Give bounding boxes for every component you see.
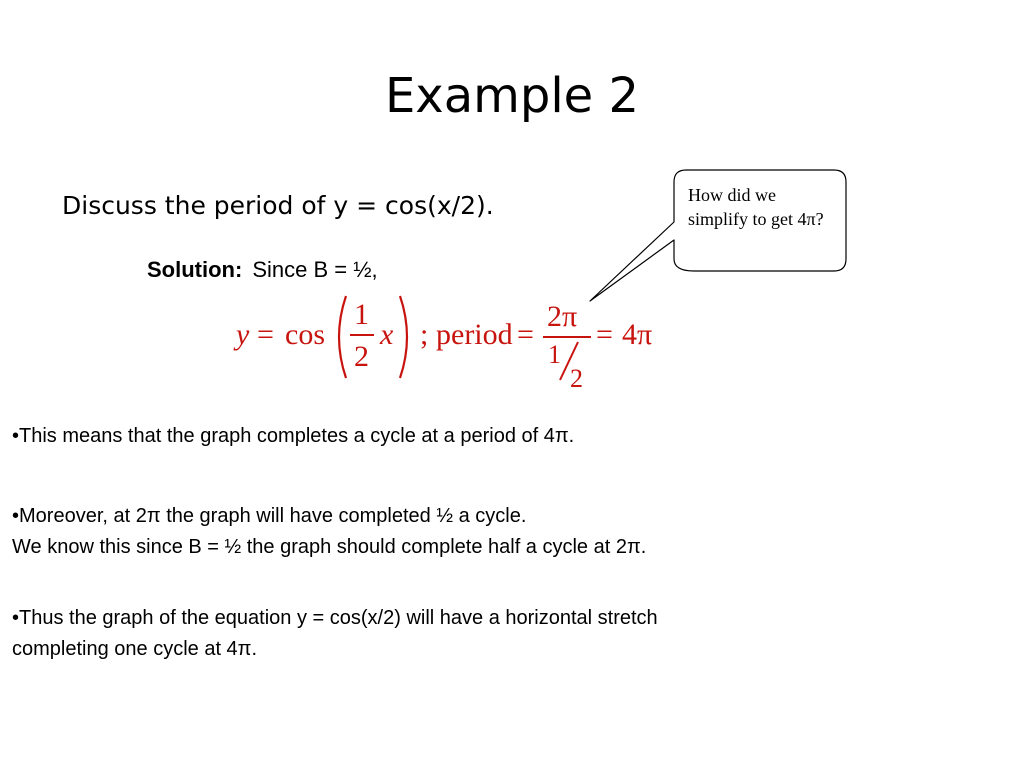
eq-result: 4π [622, 318, 653, 351]
bullet-1: •This means that the graph completes a cycle at a period of 4π. [12, 425, 575, 447]
slide-title: Example 2 [384, 68, 640, 124]
bullet-2-line-2: We know this since B = ½ the graph should complete half a cycle at 2π. [12, 536, 647, 558]
right-paren [396, 294, 416, 380]
period-equation [230, 290, 680, 400]
eq-equals2: = [517, 318, 534, 351]
eq-equals3: = [596, 318, 613, 351]
eq-semicolon: ; [420, 318, 429, 351]
solution-label: Solution: [147, 257, 243, 282]
eq-x: x [380, 318, 394, 351]
eq-frac-bar [350, 334, 374, 336]
callout-bubble [674, 170, 846, 271]
eq-y: y [236, 318, 250, 351]
eq-frac-den: 2 [354, 340, 369, 373]
left-paren [330, 294, 350, 380]
eq-cos: cos [285, 318, 325, 351]
bullet-3-line-1: •Thus the graph of the equation y = cos(x/2) will have a horizontal stretch [12, 607, 658, 629]
eq-two-pi: 2π [547, 300, 578, 333]
eq-period-word: period [436, 318, 513, 351]
eq-equals: = [257, 318, 274, 351]
bullet-2-line-1: •Moreover, at 2π the graph will have completed ½ a cycle. [12, 505, 527, 527]
eq-den-one: 1 [548, 340, 561, 369]
solution-text: Since B = ½, [252, 257, 378, 282]
problem-prompt: Discuss the period of y = cos(x/2). [62, 191, 494, 220]
eq-den-two: 2 [570, 364, 583, 393]
callout-text: How did we simplify to get 4π? [688, 185, 824, 229]
bullet-3-line-2: completing one cycle at 4π. [12, 638, 258, 660]
solution-line [147, 255, 378, 285]
eq-frac-num: 1 [354, 298, 369, 331]
